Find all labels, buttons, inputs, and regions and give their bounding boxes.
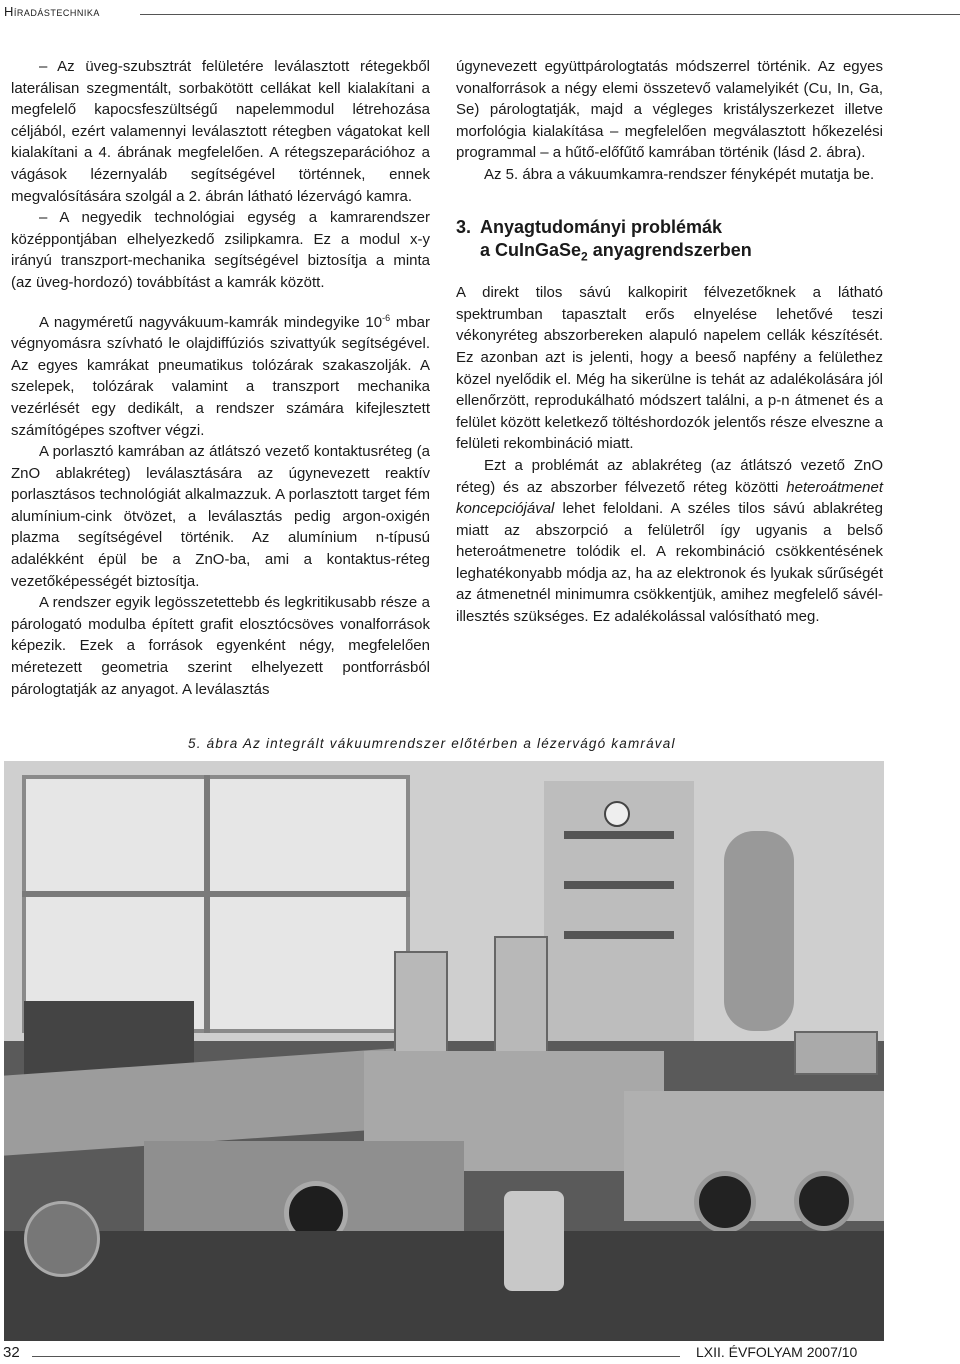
footer-rule xyxy=(32,1356,680,1357)
section-heading xyxy=(456,216,883,269)
paragraph: A direkt tilos sávú kalkopirit félvezetőknek a látható spektrumban tapasztalt erős elnyelése lehetővé teszi vékonyréteg abszorbereken alapuló napelem cellák készítését. Ez azonban azt is jelenti, hogy a beeső napfény a felülethez közel nyelődik el. Még ha sikerülne is tehát az adalékolására jól ellenőrzött, reprodukálható módszert találni, a p-n átmenet és a felület között keletkező töltéshordozók jelentős része elveszne a felületi rekombináció miatt. xyxy=(456,284,883,453)
issue-info: LXII. ÉVFOLYAM 2007/10 xyxy=(696,1344,858,1360)
window-frame xyxy=(22,891,410,897)
pump xyxy=(504,1191,564,1291)
page-number: 32 xyxy=(3,1344,20,1361)
text-run: lehet feloldani. A széles tilos sávú ablakréteg miatt az abszorpció a felületről így ugyanis a belső heteroátmenetre tolódik el. A rekombináció csökkentésének leghatékonyabb módja az, ha az elektronok és lyukak sűrűségét az átmenetnél minimumra csökkentjük, amihez megfelelő sávél-illesztés szükséges. Ez adalékolással valósítható meg. xyxy=(456,500,883,626)
pressure-gauge xyxy=(604,801,630,827)
right-column xyxy=(456,56,883,628)
gas-line xyxy=(564,931,674,939)
header-rule xyxy=(140,14,960,15)
text-run: a CuInGaSe xyxy=(480,239,582,260)
pump xyxy=(24,1201,100,1277)
floor-machinery xyxy=(4,1231,884,1341)
exponent: -6 xyxy=(382,312,391,323)
figure-photo xyxy=(4,761,884,1341)
section-title: Híradástechnika xyxy=(4,4,100,19)
paragraph: – A negyedik technológiai egység a kamrarendszer középpontjában elhelyezkedő zsilipkamra. Ez a modul x-y irányú transzport-mechanika segítségével biztosítja a minta (az üveg-hordozó) továbbítást a kamrák között. xyxy=(11,209,430,291)
cylinder xyxy=(494,936,548,1070)
viewport xyxy=(794,1171,854,1231)
paragraph: A rendszer egyik legösszetettebb és legkritikusabb része a párologató modulba épített grafit elosztócsöves vonalforrások képezik. Ezek a források egyenként négy, megfelelően méretezett geometria szerint elhelyezett pontforrásból párologtatják az anyagot. A leválasztás xyxy=(11,594,430,698)
paragraph xyxy=(11,308,430,442)
text-run: anyagrendszerben xyxy=(587,239,752,260)
emphasis: heteroátmenet koncepciójával xyxy=(456,478,883,518)
gas-line xyxy=(564,881,674,889)
viewport xyxy=(694,1171,756,1233)
figure-caption: 5. ábra Az integrált vákuumrendszer előtérben a lézervágó kamrával xyxy=(188,736,676,751)
sink xyxy=(794,1031,878,1075)
heading-line-1: Anyagtudományi problémák xyxy=(480,216,723,237)
window xyxy=(22,775,410,1033)
gas-line xyxy=(564,831,674,839)
heading-number: 3. xyxy=(456,216,472,237)
text-run: Ezt a problémát az ablakréteg (az átlátszó vezető ZnO réteg) és az abszorber félvezető réteg közötti xyxy=(456,456,883,496)
paragraph: – Az üveg-szubsztrát felületére leválasztott rétegekből laterálisan szegmentált, sorbakötött cellákat kell kialakítani a megfelelő kapocsfeszültségű napelemmodul létrehozása céljából, ezért valamennyi leválasztott rétegben vágatokat kell kialakítani a 4. ábrának megfelelően. A rétegszeparációhoz a vágások lézernyaláb segítségével történnek, ennek megvalósítására szolgál a 2. ábrán látható lézervágó kamra. xyxy=(11,58,430,205)
left-column xyxy=(11,56,430,700)
paragraph: úgynevezett együttpárologtatás módszerrel történik. Az egyes vonalforrások a négy elemi összetevő valamelyikét (Cu, In, Ga, Se) párologtatják, majd a végleges kristályszerkezet illetve morfológia kialakítása – megfelelően megválasztott hőkezelési programmal – a hűtő-előfűtő kamrában történik (lásd 2. ábra). xyxy=(456,58,883,162)
paragraph: Az 5. ábra a vákuumkamra-rendszer fényképét mutatja be. xyxy=(484,165,875,183)
paragraph: A porlasztó kamrában az átlátszó vezető kontaktusréteg (a ZnO ablakréteg) leválasztására az úgynevezett reaktív porlasztásos technológiát alkalmazzuk. A porlasztott target fém alumínium-cink ötvözet, a leválasztás pedig argon-oxigén plazma segítségével történik. Az alumínium n-típusú adalékként épül be a ZnO-ba, ami a kontaktus-réteg vezetőképességét biztosítja. xyxy=(11,443,430,590)
exhaust-duct xyxy=(724,831,794,1031)
running-header xyxy=(0,0,960,26)
window-frame xyxy=(204,775,210,1033)
subscript: 2 xyxy=(581,249,588,264)
heading-line-2 xyxy=(456,239,883,269)
paragraph xyxy=(456,455,883,628)
text-run: A nagyméretű nagyvákuum-kamrák mindegyike 10 xyxy=(39,313,383,331)
text-run: mbar végnyomásra szívható le olajdiffúziós szivattyúk segítségével. Az egyes kamrákat pneumatikus tolózárak szakaszolják. A szelepek, tolózárak valamint a transzport mechanika vezérlését egy dedikált, a rendszer számára kifejlesztett számítógépes szoftver végzi. xyxy=(11,313,430,439)
